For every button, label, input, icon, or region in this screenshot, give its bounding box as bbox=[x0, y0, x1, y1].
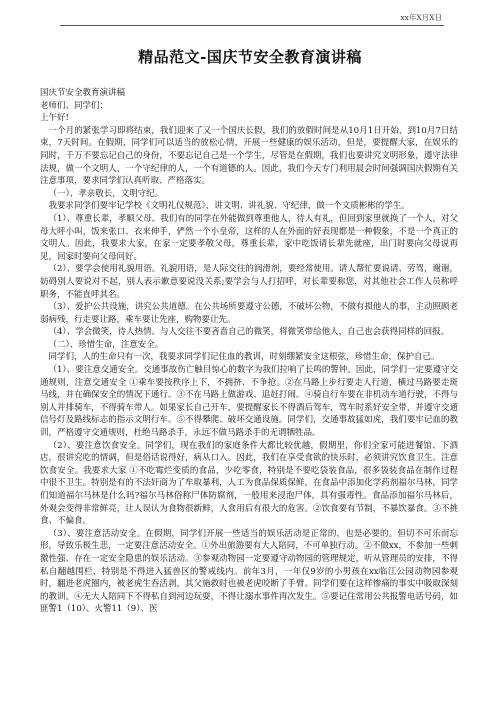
paragraph: （1）、尊重长辈，孝顺父母。我们有的同学在外能做到尊重他人，待人有礼，但回到家里就换了一个人，对父母大呼小叫，饭来张口、衣来伸手，俨然一个小皇帝，这样的人在外面的好表现都是一种假象，不是一个真正的文明人。因此，我要求大家，在家一定要孝敬父母，尊重长辈，家中吃饭请长辈先就座，出门时要向父母说再见，回家时要向父母问好。 bbox=[40, 213, 458, 262]
header-date: xx年X月X日 bbox=[400, 13, 442, 22]
document-title: 精品范文-国庆节安全教育演讲稿 bbox=[138, 48, 362, 66]
document-body bbox=[40, 87, 458, 616]
section-heading: （一）、孝亲敬长，文明守纪。 bbox=[48, 188, 164, 199]
paragraph: （4）、学会微笑，待人热情。与人交往不要吝啬自己的微笑，将微笑带给他人，自己也会获得同样的回报。 bbox=[48, 327, 450, 338]
paragraph: 同学们，人的生命只有一次，我要求同学们记住血的教训，时刻绷紧安全这根弦，珍惜生命，保护自己。 bbox=[48, 352, 440, 363]
paragraph: （3）、爱护公共设施，讲究公共道德。在公共场所要遵守公德，不破坏公物，不做有损他人的事，主动照顾老弱病残，行走要让路，乘车要让先座，购物要让先。 bbox=[40, 302, 458, 325]
paragraph: （2）、要注意饮食安全。同学们，现在我们的家庭条件大都比较优越，假期里，你们全家可能进餐馆、下酒店，很讲究吃的情调，但是俗话说得好，病从口入。因此，我们在享受食欲的快乐时，必须讲究饮食卫生、注意饮食安全。我要求大家 ①不吃霉烂变质的食品，少吃零食，特别是不要吃袋装食品，很多袋装食品在制作过程中很不卫生。特别是有的不法奸商为了牟取暴利，人工为食品保质保鲜，在食品中添加化学药剂福尔马林，同学们知道福尔马林是什么吗?福尔马林俗称尸体防腐剂，一般用来浸泡尸体，具有强毒性。食品添加福尔马林后，外观会变得非常鲜亮，让人误认为食物很新鲜，人食用后有很大的危害。②饮食要有节制，不暴饮暴食。③不挑食、不偏食。 bbox=[40, 440, 458, 527]
greeting: 上午好! bbox=[40, 113, 69, 124]
paragraph: （1）、要注意交通安全。交通事故伤亡触目惊心的数字为我们拉响了长鸣的警钟。因此，同学们一定要遵守交通规则，注意交通安全 ①乘车要按秩序上下，不拥挤、不争抢。②在马路上步行要走人行道，横过马路要走斑马线，并在确保安全的情况下通行。③不在马路上做游戏、追赶打闹。④骑自行车要在非机动车道行驶，不得与别人并排骑车，不得骑车带人。如果家长自己开车，要提醒家长不得酒后驾车，驾车时系好安全带，并遵守交通信号灯及路线标志的指示文明行车。⑤不得攀爬、破坏交通设施。同学们，交通事故猛如虎，我们要牢记血的教训，严格遵守交通规则，杜绝马路杀手，永远不做马路杀手的无谓牺牲品。 bbox=[40, 365, 458, 439]
paragraph: （3）、要注意活动安全。在假期，同学们开展一些适当的娱乐活动是正常的，也是必要的。但切不可乐而忘形，导致乐极生悲，一定要注意活动安全。①外出旅游要有大人陪同，不可单独行动。②不做xx，不参加一些刺激性强、存在一定安全隐患的娱乐活动。③参观动物园一定要遵守动物园的管理规定，听从管理员的安排，不得私自翻越围栏，特别是不得进入猛兽区的警戒线内。前年3月，一年仅9岁的小男孩在xx临江公园动物园参观时，翻进老虎圈内，被老虎生吞活剥，其父施救时也被老虎咬断了手臂。同学们要在这样惨痛的事实中吸取深刻的教训。④无大人陪同下不得私自到河边玩耍，不得让溺水事件再次发生。⑤要记住常用公共报警电话号码，如匪警1（10）、火警11（9）、医 bbox=[40, 528, 458, 615]
subtitle-line: 国庆节安全教育演讲稿 bbox=[40, 88, 126, 98]
header-rule bbox=[60, 25, 444, 26]
paragraph: 我要求同学们要牢记学校《文明礼仪规范》，讲文明、讲礼貌、守纪律，做一个文质彬彬的学生。 bbox=[48, 201, 410, 212]
section-heading: （二）、珍惜生命，注意安全。 bbox=[48, 339, 164, 350]
salutation: 老师们、同学们： bbox=[40, 100, 109, 111]
paragraph: 一个月的紧张学习即将结束，我们迎来了又一个国庆长假，我们的放假时间是从10月1日开始，到10月7日结束，7天时间。在假期，同学们可以适当的放松心情，开展一些健康的娱乐活动，但是，要提醒大家，在娱乐的同时，千万不要忘记自己的身份，不要忘记自己是一个学生，尽管是在假期，我们也要讲究文明形象，遵守法律法规，做一个文明人，一个守纪律的人，一个有道德的人。因此，我们今天专门利用晨会时间强调国庆假期有关注意事项，要求同学们认真听取、严格落实。 bbox=[40, 125, 458, 187]
paragraph: （2）、要学会使用礼貌用语。礼貌用语，是人际交往的润滑剂，要经常使用。请人帮忙要说请、劳驾，谢谢，妨碍别人要说对不起，别人表示歉意要说没关系;要学会与人打招呼，对长辈要称您，对其他社会工作人员称呼职务，不能直呼其名。 bbox=[40, 264, 458, 300]
